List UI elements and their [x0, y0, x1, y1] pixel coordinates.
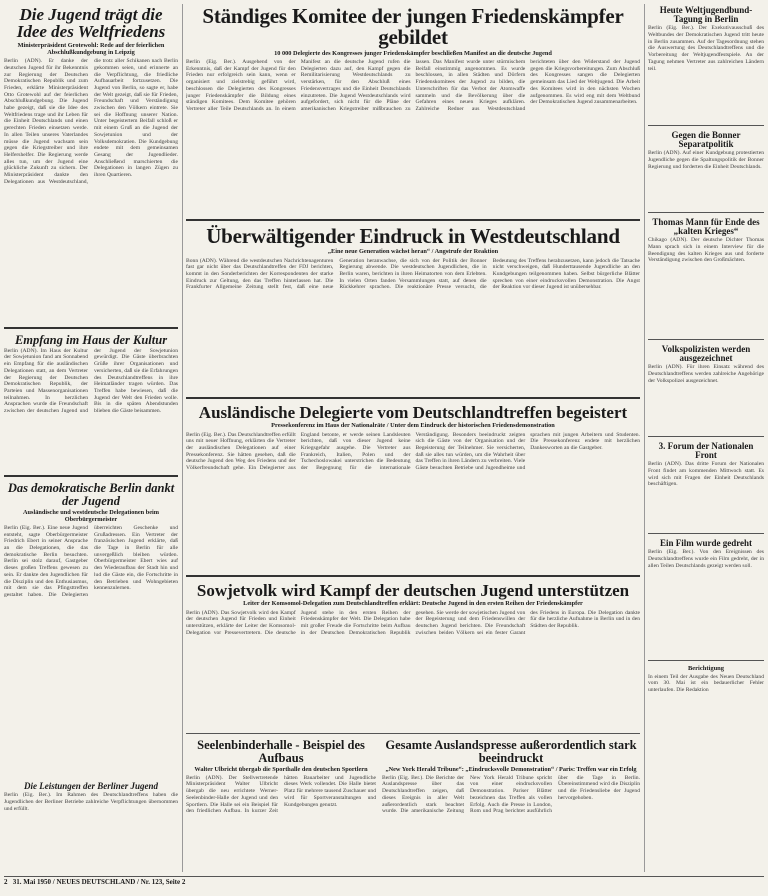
- bottom-row: [186, 737, 640, 874]
- divider: [648, 660, 764, 661]
- divider: [4, 327, 178, 329]
- article-body: Berlin (Eig. Ber.). Der Exekutivausschuß des Weltbundes der Demokratischen Jugend tritt heute in Berlin zusammen. Auf der Tagesordnung stehen die Auswertung des Deutschlandtreffens und die Vorbereitung der Weltjugendfestspiele. An der Tagung nehmen Vertreter aus zahlreichen Ländern teil.: [648, 25, 764, 72]
- center-column: [186, 4, 640, 874]
- subheadline: Ausländische und westdeutsche Delegationen beim Oberbürgermeister: [22, 508, 160, 523]
- divider: [186, 575, 640, 577]
- article-body: In einem Teil der Ausgabe des Neuen Deutschland vom 30. Mai ist ein bedauerlicher Fehler unterlaufen. Die Redaktion: [648, 673, 764, 694]
- subheadline: „New York Herald Tribune“: „Eindrucksvolle Demonstration“ / Paris: Treffen war ein Erfolg: [385, 765, 637, 773]
- article-separatpolitik: [648, 129, 764, 209]
- headline: Seelenbinderhalle - Beispiel des Aufbaus: [197, 738, 365, 765]
- column-rule: [644, 4, 645, 872]
- column-rule: [182, 4, 183, 872]
- headline: Die Leistungen der Berliner Jugend: [23, 781, 158, 791]
- divider: [648, 125, 764, 126]
- headline: Die Jugend trägt die Idee des Weltfriedens: [16, 5, 166, 42]
- headline: Gegen die Bonner Separatpolitik: [671, 130, 741, 150]
- article-forum: [648, 440, 764, 530]
- page-number: 2: [4, 878, 8, 886]
- article-weltjugendbund: [648, 4, 764, 122]
- article-body: Berlin (ADN). Das Sowjetvolk wird den Kampf der deutschen Jugend für Frieden und Einheit unterstützen, erklärte der Leiter der Komsomol-Delegation vor Pressevertretern. Die deutsche Jugend stehe in den ersten Reihen der Friedenskämpfer der Welt. Die Delegation habe mit großer Freude die Fortschritte beim Aufbau in der Deutschen Demokratischen Republik gesehen. Sie werde der sowjetischen Jugend von der Begeisterung und dem Friedenswillen der deutschen Jugend berichten. Die Freundschaft zwischen beiden Völkern sei ein fester Garant des Friedens in Europa. Die Delegation dankte für die herzliche Aufnahme in Berlin und in den Städten der Republik.: [186, 609, 640, 636]
- article-body: Berlin (ADN). Im Haus der Kultur der Sowjetunion fand am Sonnabend ein Empfang für die ausländischen Delegationen statt, an dem Vertreter der Regierung der Deutschen Demokratischen Republik, der Parteien und Massenorganisationen teilnahmen. In herzlichen Ansprachen wurde die Freundschaft zwischen der deutschen Jugend und der Jugend der Sowjetunion gewürdigt. Die Gäste überbrachten Grüße ihrer Organisationen und versicherten, daß sie die Erfahrungen des Deutschlandtreffens in ihre Heimatländer tragen würden. Das Treffen habe bewiesen, daß die Jugend der Welt den Frieden wolle. Bis in die späten Abendstunden blieben die Gäste beisammen.: [4, 347, 178, 415]
- article-body: Berlin (Eig. Ber.). Von den Ereignissen des Deutschlandtreffens wurde ein Film gedreht, der in allen Teilen Deutschlands gezeigt werden soll.: [648, 549, 764, 569]
- divider: [4, 475, 178, 477]
- article-jugend-idee: [4, 4, 178, 324]
- subheadline: 10 000 Delegierte des Kongresses junger Friedenskämpfer beschließen Manifest an die deutsche Jugend: [274, 49, 552, 57]
- headline: Ein Film wurde gedreht: [659, 538, 753, 548]
- headline: Ausländische Delegierte vom Deutschlandtreffen begeistert: [198, 403, 628, 422]
- left-column: [4, 4, 178, 874]
- article-auslandspresse: [382, 737, 640, 874]
- newspaper-page: [4, 4, 764, 888]
- article-leistungen: [4, 780, 178, 870]
- headline: Heute Weltjugendbund-Tagung in Berlin: [659, 5, 753, 25]
- divider: [186, 219, 640, 221]
- subheadline: Ministerpräsident Grotewohl: Rede auf der feierlichen Abschlußkundgebung in Leipzig: [17, 41, 165, 56]
- subheadline: Leiter der Komsomol-Delegation zum Deutschlandtreffen erklärt: Deutsche Jugend in den ersten Reihen der Friedenskämpfer: [243, 600, 583, 608]
- article-volkspolizisten: [648, 343, 764, 433]
- headline: Berichtigung: [687, 665, 725, 672]
- article-body: Berlin (ADN). Auf einer Kundgebung protestierten Jugendliche gegen die Spaltungspolitik der Bonner Regierung und forderten die Einheit Deutschlands.: [648, 150, 764, 170]
- subheadline: Walter Ulbricht übergab die Sporthalle den deutschen Sportlern: [194, 765, 368, 773]
- divider: [186, 733, 640, 734]
- divider: [648, 533, 764, 534]
- footer-text: 31. Mai 1950 / NEUES DEUTSCHLAND / Nr. 123, Seite 2: [12, 878, 186, 886]
- article-body: Bonn (ADN). Während die westdeutschen Nachrichtenagenturen fast gar nicht über das Deutschlandtreffen der FDJ berichten, kommt in den Sonderberichten der Korrespondenten der starke Eindruck zur Geltung, den das Treffen hinterlassen hat. Die Frankfurter Allgemeine Zeitung stellt fest, daß eine neue Generation heranwachse, die sich von der Politik der Bonner Regierung abwende. Die westdeutschen Jugendlichen, die in Berlin waren, berichten in ihren Heimatorten von dem Erlebten. In vielen Orten fanden Versammlungen statt, auf denen die Rückkehrer sprachen. Die reaktionäre Presse versucht, die Bedeutung des Treffens herabzusetzen, kann jedoch die Tatsache nicht verschweigen, daß Hunderttausende Jugendliche an den Kundgebungen teilgenommen haben. Selbst bürgerliche Blätter sprechen von einer eindrucksvollen Demonstration. Die Angst der Reaktion vor dieser Jugend ist unübersehbar.: [186, 257, 640, 291]
- headline: Ständiges Komitee der jungen Friedenskämpfer gebildet: [202, 4, 624, 50]
- page-footer: [4, 876, 764, 886]
- article-sowjetvolk: [186, 580, 640, 730]
- headline: Gesamte Auslandspresse außerordentlich stark beeindruckt: [385, 738, 637, 765]
- article-body: Berlin (ADN). Für ihren Einsatz während des Deutschlandtreffens werden zahlreiche Angehörige der Volkspolizei ausgezeichnet.: [648, 364, 764, 384]
- article-body: Berlin (Eig. Ber.). Die Berichte der Auslandspresse über das Deutschlandtreffen zeigen, daß dieses Ereignis in aller Welt außerordentlich stark beachtet wurde. Die amerikanische Zeitung New York Herald Tribune spricht von einer eindrucksvollen Demonstration. Pariser Blätter bezeichnen das Treffen als vollen Erfolg. Auch die Presse in London, Rom und Prag berichtet ausführlich über die Tage in Berlin. Übereinstimmend wird die Disziplin und die Friedensliebe der Jugend hervorgehoben.: [382, 774, 640, 815]
- divider: [648, 339, 764, 340]
- headline: Thomas Mann für Ende des „kalten Krieges“: [652, 217, 760, 237]
- article-berlin-dankt: [4, 480, 178, 780]
- article-empfang: [4, 332, 178, 472]
- headline: Volkspolizisten werden ausgezeichnet: [661, 344, 751, 364]
- divider: [648, 436, 764, 437]
- article-body: Berlin (ADN). Der Stellvertretende Ministerpräsident Walter Ulbricht übergab die neu errichtete Werner-Seelenbinder-Halle der Jugend und den Sportlern. Die Halle sei ein Beispiel für den friedlichen Aufbau. In kurzer Zeit hätten Bauarbeiter und Jugendliche dieses Werk vollendet. Die Halle bietet Platz für mehrere tausend Zuschauer und wird für Sportveranstaltungen und Kundgebungen genutzt.: [186, 774, 376, 815]
- article-body: Berlin (Eig. Ber.). Das Deutschlandtreffen erfüllt uns mit neuer Hoffnung, erklärten die Vertreter der ausländischen Delegationen auf einer Pressekonferenz. Sie hätten gesehen, daß die deutsche Jugend den Weg des Friedens und der Völkerfreundschaft gehe. Ein Delegierter aus England betonte, er werde seinen Landsleuten berichten, daß von dieser Jugend keine Kriegsgefahr ausgehe. Die Vertreter aus Frankreich, Italien, Polen und der Tschechoslowakei unterstrichen die Bedeutung der Begegnung für die internationale Verständigung. Besonders beeindruckt zeigten sich die Gäste von der Organisation und der Begeisterung der Teilnehmer. Sie versicherten, daß sie alles tun würden, um die Wahrheit über das Treffen in ihren Ländern zu verbreiten. Viele Gäste besuchten Betriebe und Jugendheime und sprachen mit jungen Arbeitern und Studenten. Die Pressekonferenz endete mit herzlichen Dankesworten an die Gastgeber.: [186, 431, 640, 472]
- article-body: Berlin (ADN). Er danke der deutschen Jugend für ihr Bekenntnis zur Regierung der Deutschen Demokratischen Republik und zum Frieden, erklärte Ministerpräsident Otto Grotewohl auf der feierlichen Abschlußkundgebung. Die Jugend habe gezeigt, daß sie die Idee des Weltfriedens trage und ihr Leben für die Einheit Deutschlands und einen gerechten Frieden einsetzen werde. In allen Teilen unseres Vaterlandes müsse die Jugend wachsam sein gegen die Kriegstreiber und ihre Helfershelfer. Die Regierung werde alles tun, um der Jugend eine glückliche Zukunft zu sichern. Der Ministerpräsident dankte den Delegationen aus Westdeutschland, die trotz aller Schikanen nach Berlin gekommen seien, und erinnerte an die Verpflichtung, die friedliche Aufbauarbeit fortzusetzen. Die Jugend von Berlin, so sagte er, habe der Welt gezeigt, daß sie für Frieden, Freundschaft und Verständigung zwischen den Völkern eintrete. Sie sei die Hoffnung unserer Nation. Unter begeistertem Beifall schloß er mit einem Gruß an die Jugend der Sowjetunion und der Volksdemokratien. Die Kundgebung endete mit dem gemeinsamen Gesang der Jugendlieder. Anschließend marschierten die Delegationen in langen Zügen zu ihren Quartieren.: [4, 58, 178, 185]
- article-westdeutschland: [186, 224, 640, 394]
- divider: [648, 212, 764, 213]
- article-auslaendische-delegierte: [186, 402, 640, 572]
- article-seelenbinderhalle: [186, 737, 376, 874]
- article-body: Berlin (Eig. Ber.). Im Rahmen des Deutschlandtreffens haben die Jugendlichen der Berliner Betriebe zahlreiche Verpflichtungen übernommen und erfüllt.: [4, 792, 178, 812]
- article-komitee: [186, 4, 640, 216]
- article-thomas-mann: [648, 216, 764, 336]
- article-berichtigung: [648, 664, 764, 844]
- article-body: Chikago (ADN). Der deutsche Dichter Thomas Mann sprach sich in einem Interview für die Beendigung des kalten Krieges aus und forderte Verständigung zwischen den Großmächten.: [648, 237, 764, 264]
- headline: Überwältigender Eindruck in Westdeutschland: [206, 224, 620, 248]
- headline: Empfang im Haus der Kultur: [14, 333, 168, 347]
- article-film: [648, 537, 764, 657]
- article-body: Berlin (Eig. Ber.). Ausgehend von der Erkenntnis, daß der Kampf der Jugend für den Frieden nur erfolgreich sein kann, wenn er organisiert und zielstrebig geführt wird, beschlossen die Delegierten des Kongresses junger Friedenskämpfer die Bildung eines ständigen Komitees. Dem Komitee gehören Vertreter aller Teile Deutschlands an. In einem Manifest an die deutsche Jugend rufen die Delegierten dazu auf, den Kampf gegen die Remilitarisierung Westdeutschlands zu verstärken, für den Abschluß eines Friedensvertrages und die Einheit Deutschlands einzutreten. Die Jugend Westdeutschlands wird aufgefordert, sich nicht für die Pläne der amerikanischen Kriegstreiber mißbrauchen zu lassen. Das Manifest wurde unter stürmischem Beifall einstimmig angenommen. Es wurde beschlossen, in allen Städten und Dörfern Friedenskomitees der Jugend zu bilden, die Unterschriften für das Verbot der Atomwaffe sammeln und die Bevölkerung über die Gefahren eines neuen Krieges aufklären. Zahlreiche Redner aus Westdeutschland berichteten über den Widerstand der Jugend gegen die Kriegsvorbereitungen. Zum Abschluß des Kongresses sangen die Delegierten gemeinsam das Lied der Weltjugend. Die Arbeit des Komitees wird in den nächsten Wochen aufgenommen. Es wird eng mit dem Weltbund der Demokratischen Jugend zusammenarbeiten.: [186, 59, 640, 112]
- headline: Sowjetvolk wird Kampf der deutschen Jugend unterstützen: [196, 581, 630, 600]
- subheadline: „Eine neue Generation wächst heran“ / Angstrufe der Reaktion: [327, 248, 499, 256]
- article-body: Berlin (Eig. Ber.). Eine neue Jugend entsteht, sagte Oberbürgermeister Friedrich Ebert in seiner Ansprache an die Delegationen, die das demokratische Berlin besuchten. Berlin sei stolz darauf, Gastgeber dieses großen Treffens gewesen zu sein. Er dankte den Jugendlichen für die Disziplin und den Enthusiasmus, mit dem sie das Pfingsttreffen gestaltet haben. Die Delegierten überreichten Geschenke und Grußadressen. Ein Vertreter der französischen Jugend erklärte, daß die Tage in Berlin für alle unvergeßlich bleiben würden. Oberbürgermeister Ebert wies auf den Wiederaufbau der Stadt hin und lud die Gäste ein, die Fortschritte in den Betrieben und Wohngebieten kennenzulernen.: [4, 524, 178, 598]
- right-column: [648, 4, 764, 874]
- divider: [186, 397, 640, 399]
- article-body: Berlin (ADN). Das dritte Forum der Nationalen Front findet am kommenden Mittwoch statt. Es wird sich mit Fragen der Einheit Deutschlands beschäftigen.: [648, 461, 764, 488]
- headline: 3. Forum der Nationalen Front: [658, 441, 754, 461]
- subheadline: Pressekonferenz im Haus der Nationalräte / Unter dem Eindruck der historischen Friedensdemonstration: [271, 422, 555, 430]
- headline: Das demokratische Berlin dankt der Jugend: [7, 481, 175, 508]
